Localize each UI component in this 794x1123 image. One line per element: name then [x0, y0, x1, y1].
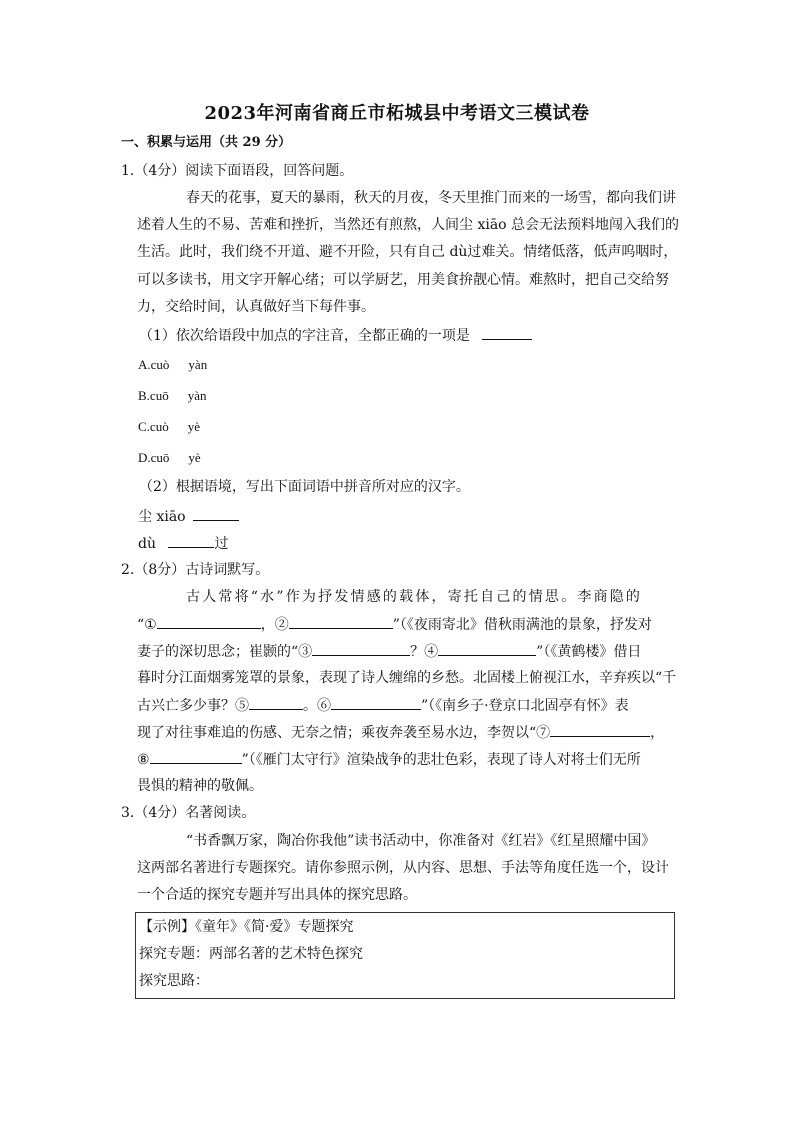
fill-1-prefix: 尘 xiāo	[138, 509, 186, 525]
q2-passage-line	[137, 749, 677, 770]
q2-text: ”（《黄鹤楼》借日	[536, 644, 642, 660]
q2-text: ”（《雁门太守行》渲染战争的悲壮色彩，表现了诗人对将士们无所	[241, 752, 641, 768]
q2-text: ⑧	[137, 752, 150, 768]
q2-text: 。⑥	[303, 698, 331, 714]
option-b[interactable]	[138, 386, 206, 406]
q1-passage-line: 春天的花事，夏天的暴雨，秋天的月夜，冬天里推门而来的一场雪，都向我们讲	[186, 190, 676, 206]
example-box	[135, 912, 675, 999]
q1-sub1-text: （1）依次给语段中加点的字注音，全都正确的一项是	[139, 328, 470, 344]
question-3-stem: 3.（4分）名著阅读。	[121, 805, 256, 821]
q1-passage-line: 力，交给时间，认真做好当下每件事。	[137, 299, 375, 315]
example-heading: 【示例】《童年》《简·爱》专题探究	[139, 919, 354, 935]
q2-passage-line	[137, 641, 677, 662]
option-b-pinyin: yàn	[187, 388, 207, 403]
q2-passage-line: 畏惧的精神的敬佩。	[137, 778, 263, 794]
answer-blank-4[interactable]	[438, 641, 536, 656]
q1-passage-line: 述着人生的不易、苦难和挫折，当然还有煎熬，人间尘 xiāo 总会无法预料地闯入我们的	[137, 217, 680, 233]
answer-blank[interactable]	[482, 325, 532, 340]
fill-2-prefix: dù	[138, 536, 156, 552]
option-a-pinyin: yàn	[188, 357, 208, 372]
answer-blank-5[interactable]	[249, 695, 303, 710]
q1-passage-line: 生活。此时，我们绕不开道、避不开险，只有自己 dù过难关。情绪低落，低声呜咽时，	[137, 244, 678, 260]
option-c[interactable]	[138, 417, 200, 437]
option-d-pinyin: yè	[188, 450, 201, 465]
answer-blank-6[interactable]	[331, 695, 421, 710]
option-c-label: C.cuò	[138, 419, 169, 434]
fill-2-suffix: 过	[214, 536, 229, 552]
q2-text: ，②	[260, 617, 289, 633]
q2-passage-line: 暮时分江面烟雾笼罩的景象，表现了诗人缠绵的乡愁。北固楼上俯视江水，辛弃疾以“千	[137, 670, 677, 686]
example-approach: 探究思路：	[139, 973, 209, 989]
option-d[interactable]	[138, 448, 201, 468]
q2-text: ”（《南乡子·登京口北固亭有怀》表	[421, 698, 629, 714]
option-a-label: A.cuò	[138, 357, 170, 372]
q1-fill-2	[138, 533, 228, 554]
question-1-stem: 1.（4分）阅读下面语段，回答问题。	[121, 163, 354, 179]
q2-text: 现了对往事难追的伤感、无奈之情；乘夜奔袭至易水边，李贺以“⑦	[137, 725, 551, 741]
section-heading: 一、积累与运用（共 29 分）	[121, 135, 292, 150]
q1-fill-1	[138, 506, 239, 527]
q3-passage-line: “书香飘万家，陶冶你我他”读书活动中，你准备对《红岩》《红星照耀中国》	[186, 833, 656, 849]
option-d-label: D.cuō	[138, 450, 170, 465]
q2-text: ？④	[410, 644, 439, 660]
option-a[interactable]	[138, 355, 207, 375]
option-b-label: B.cuō	[138, 388, 169, 403]
q3-passage-line: 这两部名著进行专题探究。请你参照示例，从内容、思想、手法等角度任选一个，设计	[137, 860, 669, 876]
option-c-pinyin: yè	[187, 419, 200, 434]
exam-title: 2023年河南省商丘市柘城县中考语文三模试卷	[204, 103, 590, 124]
answer-blank-1[interactable]	[157, 614, 261, 629]
answer-blank[interactable]	[168, 533, 214, 548]
answer-blank-8[interactable]	[150, 749, 242, 764]
q1-passage-line: 可以多读书，用文字开解心绪；可以学厨艺，用美食拚靓心情。难熬时，把自己交给努	[137, 272, 669, 288]
q2-passage-line	[137, 695, 677, 716]
q1-sub2: （2）根据语境，写出下面词语中拼音所对应的汉字。	[139, 479, 470, 495]
example-topic: 探究专题：两部名著的艺术特色探究	[139, 946, 363, 962]
q3-passage-line: 一个合适的探究专题并写出具体的探究思路。	[137, 887, 417, 903]
answer-blank-7[interactable]	[550, 722, 650, 737]
q2-passage-line: 古人常将“水”作为抒发情感的载体，寄托自己的情思。李商隐的	[186, 589, 643, 605]
answer-blank-3[interactable]	[312, 641, 410, 656]
q2-text: ，	[650, 725, 665, 741]
answer-blank[interactable]	[193, 506, 239, 521]
q2-text: 妻子的深切思念；崔颢的“③	[137, 644, 313, 660]
question-2-stem: 2.（8分）古诗词默写。	[121, 562, 270, 578]
q2-text: ”（《夜雨寄北》借秋雨满池的景象，抒发对	[392, 617, 652, 633]
answer-blank-2[interactable]	[289, 614, 393, 629]
q1-sub1	[139, 325, 532, 346]
q2-passage-line	[137, 614, 677, 635]
q2-passage-line	[137, 722, 677, 743]
q2-text: “①	[137, 617, 157, 633]
q2-text: 古兴亡多少事？⑤	[137, 698, 249, 714]
